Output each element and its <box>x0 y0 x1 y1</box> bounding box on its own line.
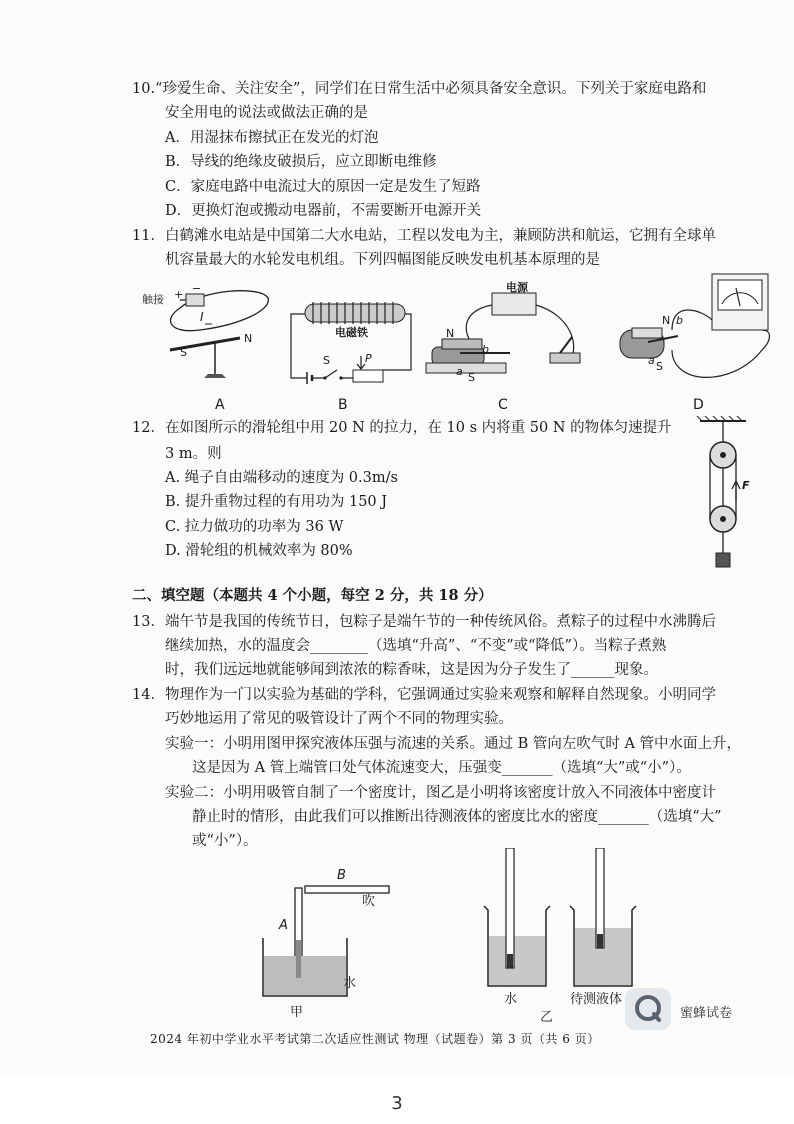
figa-n-label: N <box>244 332 253 345</box>
page-number: 3 <box>391 1093 403 1114</box>
q10-option-b: B．导线的绝缘皮破损后，应立即断电维修 <box>165 154 437 170</box>
figa-current-label: I <box>200 310 204 324</box>
jia-blow-label: 吹 <box>362 894 376 909</box>
figb-p-label: P <box>365 352 372 365</box>
q10-stem-line2: 安全用电的说法或做法正确的是 <box>165 105 368 121</box>
figa-touch-label: 触接 <box>142 293 164 306</box>
q11-stem-line2: 机容量最大的水轮发电机组。下列四幅图能反映发电机基本原理的是 <box>165 252 600 268</box>
q11-figure-b <box>285 290 415 390</box>
jia-b-label: B <box>337 868 346 883</box>
q14-line1: 14．物理作为一门以实验为基础的学科，它强调通过实验来观察和解释自然现象。小明同学 <box>132 687 716 703</box>
q12-option-d: D. 滑轮组的机械效率为 80% <box>165 543 353 559</box>
figd-n-label: N <box>662 314 671 327</box>
page-footer: 2024 年初中学业水平考试第二次适应性测试 物理（试题卷）第 3 页（共 6 页） <box>150 1032 600 1046</box>
q11-figure-d <box>612 270 782 390</box>
generator-principle-drawing <box>612 270 782 390</box>
q12-pulley-figure <box>690 415 760 575</box>
q10-stem-line1: 10.“珍爱生命、关注安全”，同学们在日常生活中必须具备安全意识。下列关于家庭电路和 <box>132 81 707 97</box>
watermark-bee-icon <box>625 988 671 1030</box>
densimeter-beakers-drawing <box>470 848 670 988</box>
jia-water-label: 水 <box>343 976 357 991</box>
watermark-text: 蜜蜂试卷 <box>680 1006 733 1021</box>
figc-n-label: N <box>446 327 455 340</box>
figa-s-label: S <box>180 346 187 359</box>
figc-b-label: b <box>482 343 489 356</box>
q10-option-c: C．家庭电路中电流过大的原因一定是发生了短路 <box>165 179 481 195</box>
q14-line2: 巧妙地运用了常见的吸管设计了两个不同的物理实验。 <box>165 711 513 727</box>
figb-electromagnet-label: 电磁铁 <box>335 326 368 339</box>
straw-blowing-drawing <box>255 868 405 998</box>
q10-option-d: D．更换灯泡或搬动电器前，不需要断开电源开关 <box>165 203 482 219</box>
figc-a-label: a <box>456 365 463 378</box>
q12-option-b: B. 提升重物过程的有用功为 150 J <box>165 494 388 510</box>
q14-exp2-line3: 或“小”）。 <box>192 833 258 849</box>
yi-water-label: 水 <box>504 992 518 1007</box>
figd-b-label: b <box>676 314 683 327</box>
figd-caption: D <box>693 397 704 413</box>
q12-option-c: C. 拉力做功的功率为 36 W <box>165 519 344 535</box>
q12-stem-line1: 12．在如图所示的滑轮组中用 20 N 的拉力，在 10 s 内将重 50 N 的物体匀速提升 <box>132 420 672 436</box>
pulley-force-label: F <box>742 479 750 492</box>
yi-caption: 乙 <box>540 1010 554 1025</box>
figb-caption: B <box>338 397 348 413</box>
q11-figure-a <box>140 280 290 390</box>
q14-exp1-line2: 这是因为 A 管上端管口处气体流速变大，压强变_______（选填“大”或“小”）。 <box>192 760 691 776</box>
pulley-system-drawing <box>690 415 760 575</box>
figa-plus-label: + <box>174 288 184 301</box>
q14-exp2-line1: 实验二：小明用吸管自制了一个密度计，图乙是小明将该密度计放入不同液体中密度计 <box>165 785 716 801</box>
figb-s-label: S <box>323 354 330 367</box>
section-fill-in-heading: 二、填空题（本题共 4 个小题，每空 2 分，共 18 分） <box>132 587 493 604</box>
q12-option-a: A. 绳子自由端移动的速度为 0.3m/s <box>165 470 398 486</box>
watermark-logo <box>625 988 671 1030</box>
figd-a-label: a <box>648 354 655 367</box>
jia-a-label: A <box>279 918 288 933</box>
figc-caption: C <box>498 397 508 413</box>
q14-exp1-line1: 实验一：小明用图甲探究液体压强与流速的关系。通过 B 管向左吹气时 A 管中水面上升， <box>165 736 742 752</box>
q13-line3: 时，我们远远地就能够闻到浓浓的粽香味，这是因为分子发生了______现象。 <box>165 662 658 678</box>
figa-caption: A <box>215 397 225 413</box>
yi-liquid-label: 待测液体 <box>570 992 623 1007</box>
figd-s-label: S <box>656 360 663 373</box>
q12-stem-line2: 3 m。则 <box>165 446 222 462</box>
q11-figure-c <box>420 275 590 390</box>
q13-line1: 13．端午节是我国的传统节日，包粽子是端午节的一种传统风俗。煮粽子的过程中水沸腾后 <box>132 614 716 630</box>
jia-caption: 甲 <box>290 1005 304 1020</box>
q14-figure-jia <box>255 868 405 1018</box>
figc-source-label: 电源 <box>506 281 528 294</box>
q10-option-a: A．用湿抹布擦拭正在发光的灯泡 <box>165 130 379 146</box>
q13-line2: 继续加热，水的温度会________（选填“升高”、“不变”或“降低”）。当粽子煮熟 <box>165 638 667 654</box>
figc-s-label: S <box>468 371 475 384</box>
q14-exp2-line2: 静止时的情形，由此我们可以推断出待测液体的密度比水的密度_______（选填“大” <box>192 809 722 825</box>
electromagnet-circuit-drawing <box>285 290 415 390</box>
q11-stem-line1: 11．白鹤滩水电站是中国第二大水电站，工程以发电为主，兼顾防洪和航运，它拥有全球单 <box>132 228 716 244</box>
figa-minus-label: − <box>192 282 202 295</box>
